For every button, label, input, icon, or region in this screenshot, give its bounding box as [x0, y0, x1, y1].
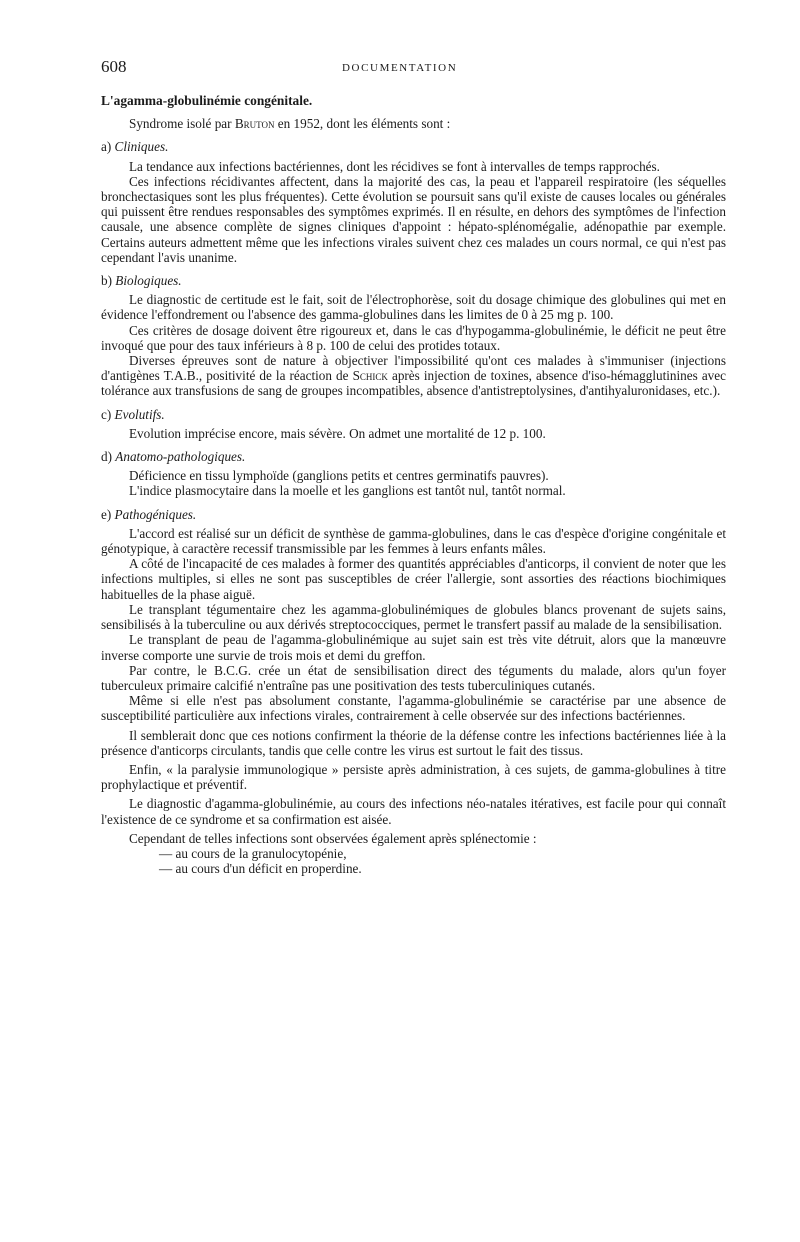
paragraph: Ces infections récidivantes affectent, dans la majorité des cas, la peau et l'appareil respiratoire (les séquelles bronchectasiques sont les plus fréquentes). Cette évolution se poursuit sans qu'il existe de causes locales ou générales qui puissent être rendues responsables des symptômes exprimés. Il en résulte, en dehors des symptômes de l'infection causale, une absence complète de signes cliniques d'appoint : hépato-splénomégalie, adénopathie par exemple. Certains auteurs admettent même que les infections virales suivent chez ces malades un cours normal, ce qui n'est pas cependant l'avis unanime. [101, 173, 726, 265]
paragraph: Le transplant tégumentaire chez les agamma-globulinémiques de globules blancs provenant de sujets sains, sensibilisés à la tuberculine ou aux dérivés streptococciques, permet le transfert passif au malade de la sensibilisation. [101, 601, 726, 633]
paragraph: Diverses épreuves sont de nature à objectiver l'impossibilité qu'ont ces malades à s'immuniser (injections d'antigènes T.A.B., positivité de la réaction de Schick après injection de toxines, absence d'iso-hémagglutinines avec tolérance aux transfusions de sang de groupes incompatibles, absence d'antistreptolysines, d'antihyaluronidases, etc.). [101, 353, 726, 399]
bullet-list [101, 846, 726, 876]
intro-paragraph: Syndrome isolé par Bruton en 1952, dont les éléments sont : [129, 116, 451, 132]
paragraph: L'accord est réalisé sur un déficit de synthèse de gamma-globulines, dans le cas d'espèce d'origine congénitale et génotypique, à caractère recessif transmissible par les femmes à leurs enfants mâles. [101, 525, 726, 557]
paragraph: L'indice plasmocytaire dans la moelle et les ganglions est tantôt nul, tantôt normal. [129, 483, 566, 499]
section-c-heading: c) Evolutifs. [101, 406, 165, 422]
paragraph: Le diagnostic d'agamma-globulinémie, au cours des infections néo-natales itératives, est facile pour qui connaît l'existence de ce syndrome et sa confirmation est aisée. [101, 796, 726, 827]
paragraph: Il semblerait donc que ces notions confirment la théorie de la défense contre les infections bactériennes liée à la présence d'anticorps circulants, tandis que celle contre les virus est surtout le fait des tissus. [101, 727, 726, 758]
paragraph: Par contre, le B.C.G. crée un état de sensibilisation direct des téguments du malade, alors qu'un foyer tuberculeux primaire calcifié n'entraîne pas une positivation des tests tuberculiniques cutanés. [101, 662, 726, 693]
schick-name: Schick [352, 368, 388, 384]
page-header [101, 58, 726, 76]
page-number: 608 [101, 57, 127, 76]
paragraph: Evolution imprécise encore, mais sévère. On admet une mortalité de 12 p. 100. [129, 425, 546, 441]
section-a-heading: a) Cliniques. [101, 139, 169, 155]
list-item: — au cours de la granulocytopénie, [159, 845, 347, 861]
paragraph: Le diagnostic de certitude est le fait, soit de l'électrophorèse, soit du dosage chimique des globulines qui met en évidence l'effondrement ou l'absence des gamma-globulines dans les limites de 0 à 25 mg p. 100. [101, 292, 726, 323]
running-head: DOCUMENTATION [342, 62, 458, 74]
section-e-heading: e) Pathogéniques. [101, 506, 197, 522]
paragraph: La tendance aux infections bactériennes, dont les récidives se font à intervalles de temps rapprochés. [129, 158, 660, 174]
document-page [101, 58, 726, 876]
list-item: — au cours d'un déficit en properdine. [159, 861, 362, 877]
paragraph: Le transplant de peau de l'agamma-globulinémique au sujet sain est très vite détruit, alors que la manœuvre inverse comporte une survie de trois mois et demi du greffon. [101, 632, 726, 663]
paragraph: Enfin, « la paralysie immunologique » persiste après administration, à ces sujets, de gamma-globulines à titre prophylactique et préventif. [101, 761, 726, 793]
paragraph: Même si elle n'est pas absolument constante, l'agamma-globulinémie se caractérise par une absence de susceptibilité particulière aux infections virales, contrairement à celle observée sur des infections bactériennes. [101, 693, 726, 724]
paragraph: Ces critères de dosage doivent être rigoureux et, dans le cas d'hypogamma-globulinémie, le déficit ne peut être invoqué que pour des taux inférieurs à 8 p. 100 de celui des protides totaux. [101, 322, 726, 353]
paragraph: A côté de l'incapacité de ces malades à former des quantités appréciables d'anticorps, il convient de noter que les infections multiples, si elles ne sont pas susceptibles de créer l'allergie, sont assorties des réactions biochimiques habituelles de la phase aiguë. [101, 556, 726, 602]
author-name: Bruton [234, 116, 275, 132]
section-b-heading: b) Biologiques. [101, 273, 182, 289]
section-d-heading: d) Anatomo-pathologiques. [101, 449, 246, 465]
article-title: L'agamma-globulinémie congénitale. [101, 93, 313, 108]
paragraph: Cependant de telles infections sont observées également après splénectomie : [129, 830, 537, 846]
paragraph: Déficience en tissu lymphoïde (ganglions petits et centres germinatifs pauvres). [129, 468, 549, 484]
